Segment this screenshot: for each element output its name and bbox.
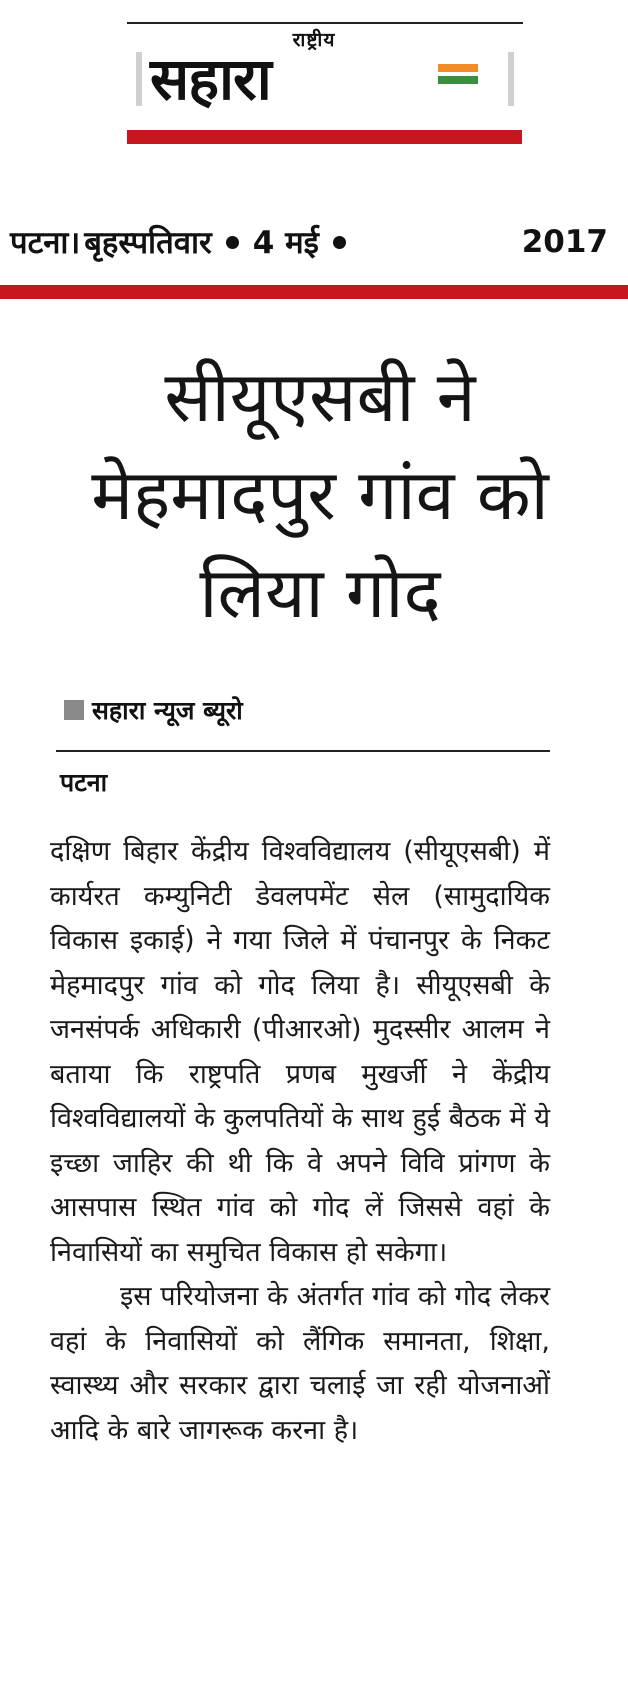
article-headline: सीयूएसबी ने मेहमादपुर गांव को लिया गोद (91, 356, 549, 634)
article-body (50, 830, 550, 1453)
byline-rule (56, 750, 550, 752)
dateline-date: 4 मई (252, 225, 319, 261)
dateline-separator: । (68, 225, 81, 261)
article-paragraph: दक्षिण बिहार केंद्रीय विश्वविद्यालय (सीयूएसबी) में कार्यरत कम्युनिटी डेवलपमेंट सेल (सामुदायिक विकास इकाई) ने गया जिले में पंचानपुर के निकट मेहमादपुर गांव को गोद लिया है। सीयूएसबी के जनसंपर्क अधिकारी (पीआरओ) मुदस्सीर आलम ने बताया कि राष्ट्रपति प्रणब मुखर्जी ने केंद्रीय विश्वविद्यालयों के कुलपतियों के साथ हुई बैठक में ये इच्छा जाहिर की थी कि वे अपने विवि प्रांगण के आसपास स्थित गांव को गोद लें जिससे वहां के निवासियों का समुचित विकास हो सकेगा। (50, 836, 550, 1268)
dateline (10, 222, 618, 262)
dateline-day: बृहस्पतिवार (84, 225, 212, 261)
masthead-right-bar (508, 52, 514, 106)
byline (64, 690, 554, 730)
masthead-top-rule (127, 22, 523, 24)
masthead-left-bar (136, 52, 142, 106)
dateline-city: पटना (10, 225, 69, 261)
article-city: पटना (60, 768, 108, 797)
masthead (0, 0, 628, 170)
byline-text: सहारा न्यूज ब्यूरो (92, 696, 243, 725)
dateline-year: 2017 (521, 224, 608, 260)
masthead-red-rule (127, 130, 522, 144)
tricolor-flag-icon (438, 64, 478, 88)
page-red-rule (0, 285, 628, 299)
square-bullet-icon (64, 700, 84, 720)
article-paragraph: इस परियोजना के अंतर्गत गांव को गोद लेकर वहां के निवासियों को लैंगिक समानता, शिक्षा, स्वास्थ्य और सरकार द्वारा चलाई जा रही योजनाओं आदि के बारे जागरूक करना है। (50, 1281, 550, 1446)
bullet-icon (333, 236, 346, 249)
masthead-subtitle: राष्ट्रीय (292, 29, 336, 51)
masthead-logo-text: सहारा (150, 45, 271, 113)
bullet-icon (226, 236, 239, 249)
